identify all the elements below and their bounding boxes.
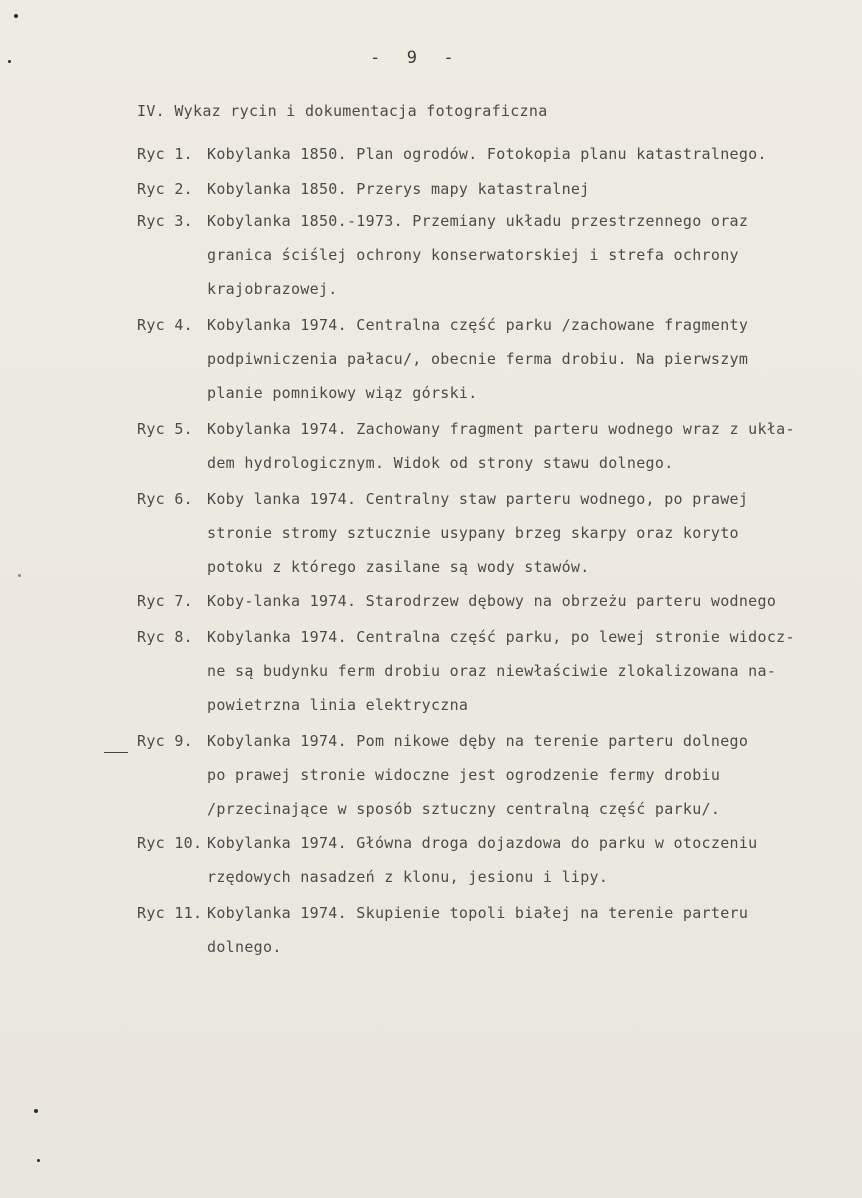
margin-dot-mark <box>8 60 11 63</box>
figure-number: Ryc 5. <box>137 420 193 438</box>
figure-caption-line: Kobylanka 1850.-1973. Przemiany układu przestrzennego oraz <box>207 212 749 230</box>
figure-caption-line: potoku z którego zasilane są wody stawów. <box>207 558 590 576</box>
figure-caption-line: podpiwniczenia pałacu/, obecnie ferma drobiu. Na pierwszym <box>207 350 749 368</box>
figure-number: Ryc 4. <box>137 316 193 334</box>
figure-number: Ryc 11. <box>137 904 203 922</box>
figure-number: Ryc 3. <box>137 212 193 230</box>
margin-dash-mark <box>104 752 128 753</box>
figure-caption-line: ne są budynku ferm drobiu oraz niewłaściwie zlokalizowana na- <box>207 662 777 680</box>
figure-caption-line: po prawej stronie widoczne jest ogrodzenie fermy drobiu <box>207 766 721 784</box>
figure-caption-line: /przecinające w sposób sztuczny centralną część parku/. <box>207 800 721 818</box>
figure-caption-line: Kobylanka 1974. Skupienie topoli białej na terenie parteru <box>207 904 749 922</box>
margin-dot-mark <box>34 1109 38 1113</box>
figure-number: Ryc 7. <box>137 592 193 610</box>
figure-caption-line: granica ściślej ochrony konserwatorskiej i strefa ochrony <box>207 246 739 264</box>
figure-caption-line: Kobylanka 1974. Główna droga dojazdowa do parku w otoczeniu <box>207 834 758 852</box>
figure-number: Ryc 10. <box>137 834 203 852</box>
figure-caption-line: Koby-lanka 1974. Starodrzew dębowy na obrzeżu parteru wodnego <box>207 592 777 610</box>
figure-caption-line: Kobylanka 1850. Plan ogrodów. Fotokopia planu katastralnego. <box>207 145 767 163</box>
section-heading: IV. Wykaz rycin i dokumentacja fotograficzna <box>137 102 548 120</box>
page-number: - 9 - <box>370 48 456 68</box>
figure-caption-line: Kobylanka 1974. Zachowany fragment parteru wodnego wraz z ukła- <box>207 420 795 438</box>
figure-caption-line: Kobylanka 1974. Centralna część parku /zachowane fragmenty <box>207 316 749 334</box>
figure-caption-line: krajobrazowej. <box>207 280 338 298</box>
figure-number: Ryc 1. <box>137 145 193 163</box>
margin-dot-mark <box>18 574 21 577</box>
figure-number: Ryc 9. <box>137 732 193 750</box>
margin-dot-mark <box>14 14 18 18</box>
figure-caption-line: planie pomnikowy wiąz górski. <box>207 384 478 402</box>
figure-caption-line: Kobylanka 1974. Centralna część parku, po lewej stronie widocz- <box>207 628 795 646</box>
figure-caption-line: dem hydrologicznym. Widok od strony stawu dolnego. <box>207 454 674 472</box>
figure-caption-line: Kobylanka 1850. Przerys mapy katastralnej <box>207 180 590 198</box>
figure-number: Ryc 6. <box>137 490 193 508</box>
figure-number: Ryc 2. <box>137 180 193 198</box>
figure-number: Ryc 8. <box>137 628 193 646</box>
figure-caption-line: rzędowych nasadzeń z klonu, jesionu i lipy. <box>207 868 609 886</box>
figure-caption-line: stronie stromy sztucznie usypany brzeg skarpy oraz koryto <box>207 524 739 542</box>
figure-caption-line: Koby lanka 1974. Centralny staw parteru wodnego, po prawej <box>207 490 749 508</box>
figure-caption-line: dolnego. <box>207 938 282 956</box>
figure-caption-line: powietrzna linia elektryczna <box>207 696 469 714</box>
figure-caption-line: Kobylanka 1974. Pom nikowe dęby na terenie parteru dolnego <box>207 732 749 750</box>
margin-dot-mark <box>37 1159 40 1162</box>
